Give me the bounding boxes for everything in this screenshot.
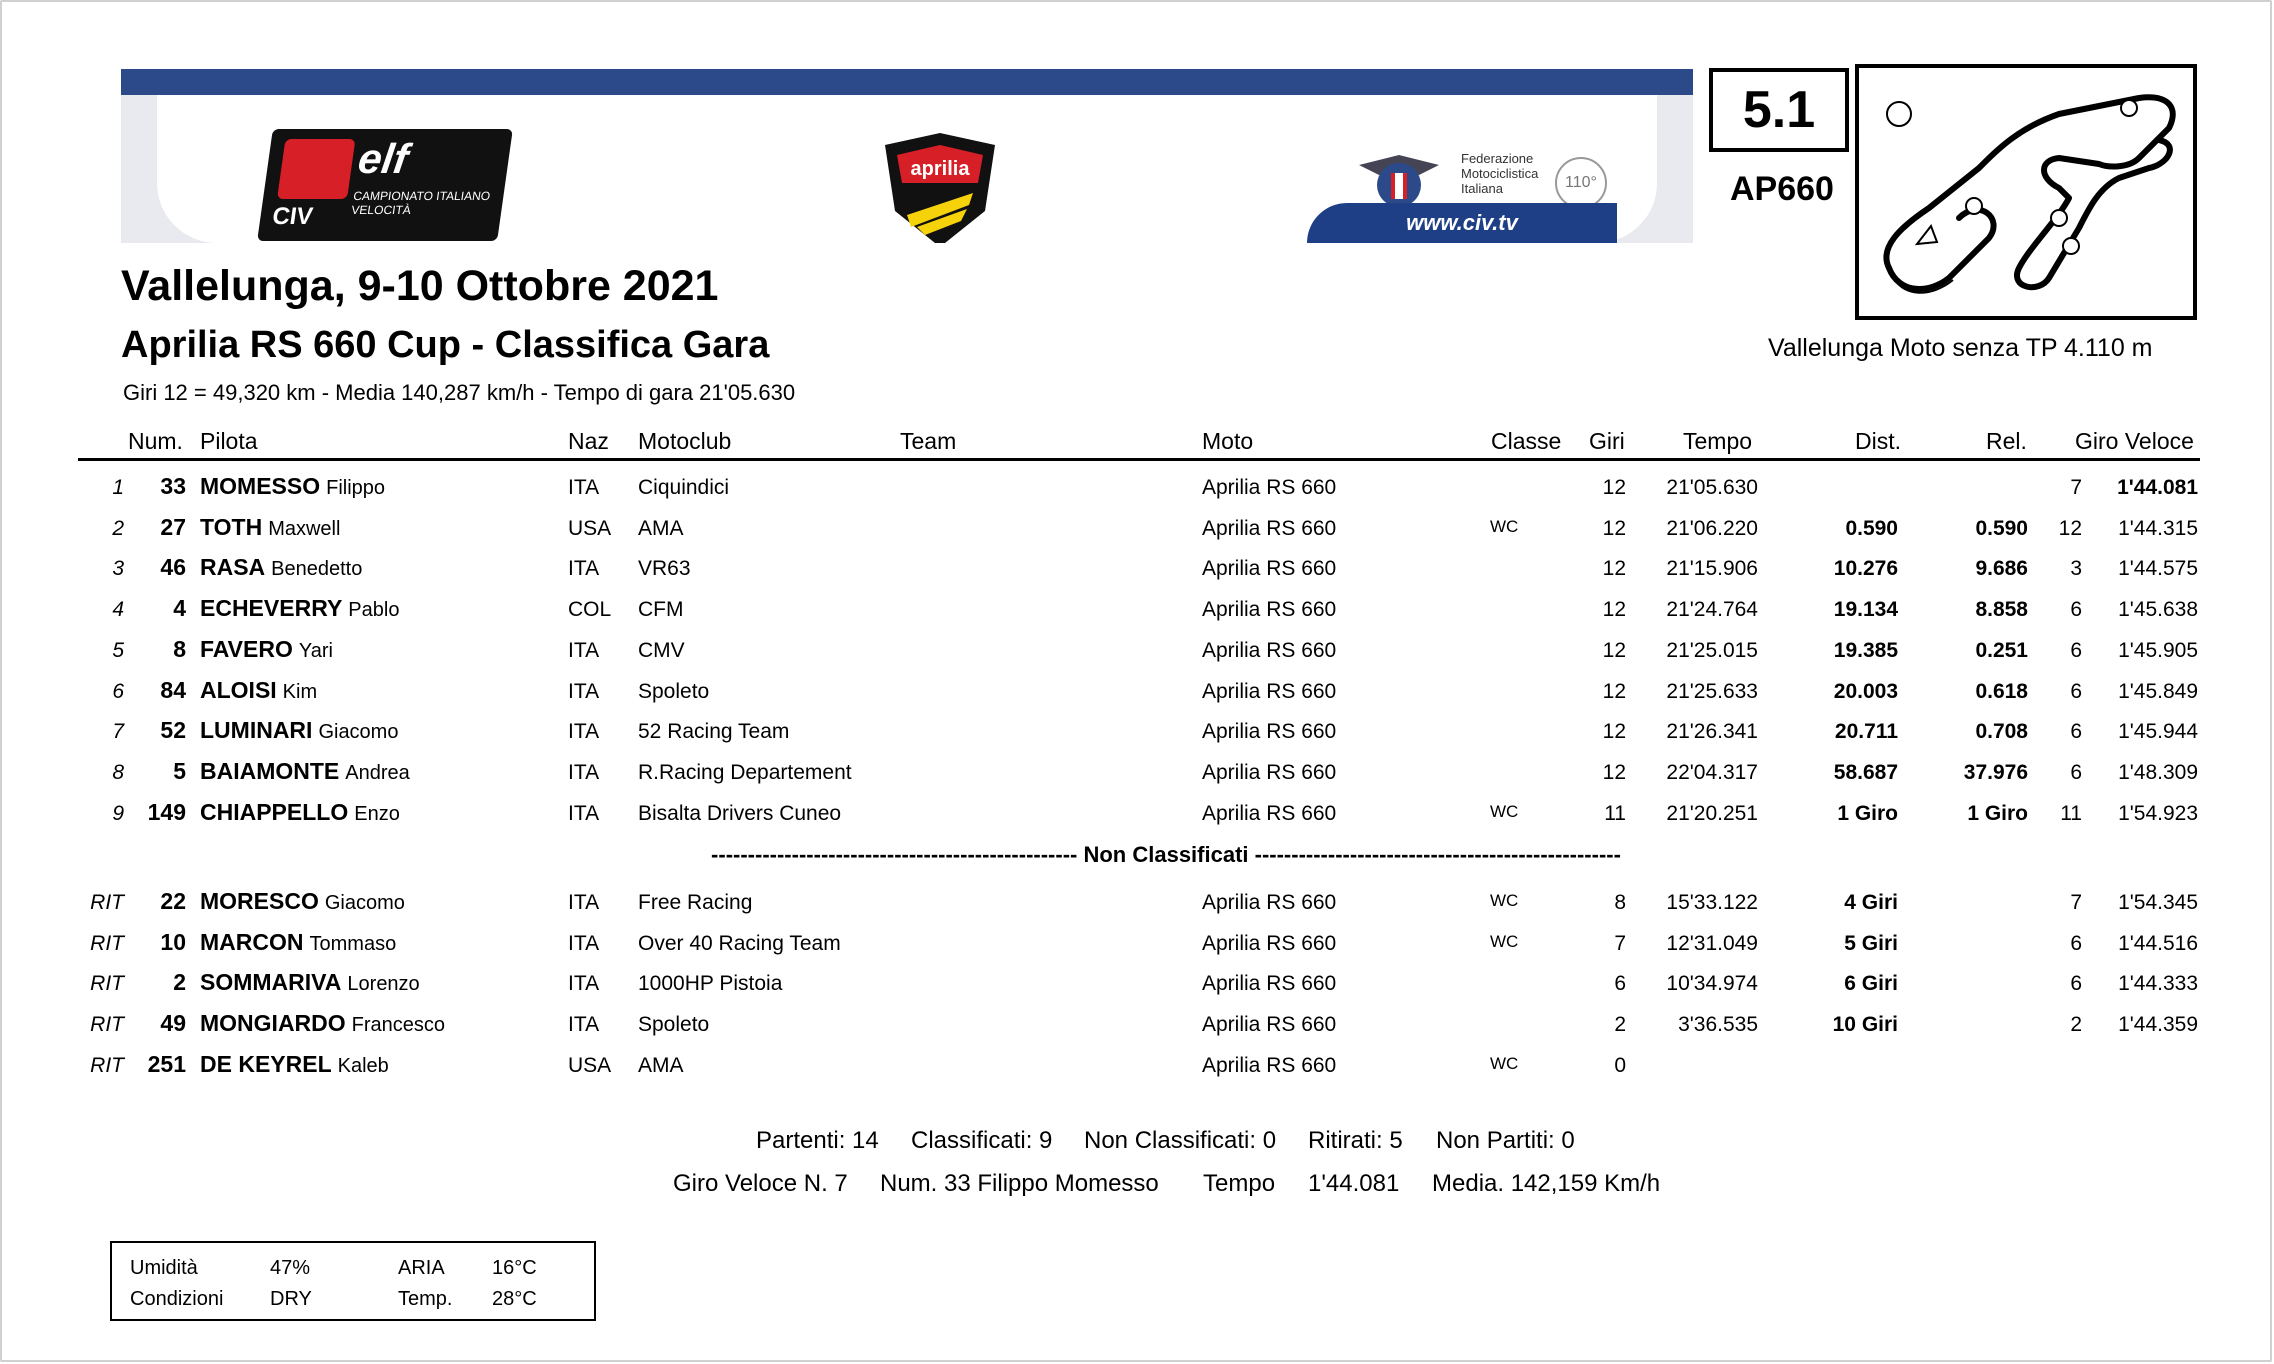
class-code: AP660 xyxy=(1730,170,1834,208)
civ-subtitle: CAMPIONATO ITALIANO VELOCITÀ xyxy=(350,189,492,217)
cell-giri: 0 xyxy=(1614,1053,1626,1077)
cell-dist: 4 Giri xyxy=(1844,891,1898,914)
cell-best-lap: 12 xyxy=(2058,516,2082,540)
cell-best-time: 1'44.081 xyxy=(2117,476,2198,499)
banner-top-strip xyxy=(121,69,1693,95)
track-map xyxy=(1855,64,2197,320)
track-temp-label: Temp. xyxy=(398,1288,453,1310)
cell-moto: Aprilia RS 660 xyxy=(1202,972,1337,996)
cell-moto: Aprilia RS 660 xyxy=(1202,598,1337,622)
cell-motoclub: Spoleto xyxy=(638,679,710,703)
header-moto: Moto xyxy=(1202,428,1254,454)
header-classe: Classe xyxy=(1491,428,1561,454)
cell-rel: 8.858 xyxy=(1975,598,2028,622)
cell-tempo: 21'05.630 xyxy=(1666,476,1758,499)
fastest-lap-time: 1'44.081 xyxy=(1308,1170,1400,1197)
rider-surname: BAIAMONTE xyxy=(200,757,340,784)
cell-naz: ITA xyxy=(568,972,600,996)
rider-surname: CHIAPPELLO xyxy=(200,798,349,825)
cell-pilota xyxy=(200,554,362,581)
cell-motoclub: Ciquindici xyxy=(638,476,730,499)
cell-dist: 19.134 xyxy=(1833,598,1898,622)
cell-pos: 7 xyxy=(112,720,124,744)
cell-pilota xyxy=(200,473,385,500)
cell-best-lap: 6 xyxy=(2070,598,2082,622)
cell-moto: Aprilia RS 660 xyxy=(1202,516,1337,540)
aprilia-shield-logo xyxy=(877,131,1003,243)
header-tempo: Tempo xyxy=(1683,428,1753,454)
cell-naz: ITA xyxy=(568,476,600,499)
cell-motoclub: CFM xyxy=(638,598,684,622)
cell-naz: ITA xyxy=(568,931,600,955)
cell-classe: WC xyxy=(1490,931,1519,951)
cell-moto: Aprilia RS 660 xyxy=(1202,679,1337,703)
cell-tempo: 12'31.049 xyxy=(1666,931,1758,955)
italy-map-icon xyxy=(277,139,355,199)
cell-naz: ITA xyxy=(568,557,600,581)
cell-tempo: 22'04.317 xyxy=(1666,760,1758,784)
air-label: ARIA xyxy=(398,1257,445,1279)
header-rel: Rel. xyxy=(1986,428,2027,454)
cell-motoclub: CMV xyxy=(638,638,685,662)
cell-num: 8 xyxy=(173,635,186,662)
cell-naz: COL xyxy=(568,598,612,622)
cell-rel: 1 Giro xyxy=(1967,801,2028,825)
cell-naz: ITA xyxy=(568,891,600,914)
cell-best-time: 1'44.575 xyxy=(2118,557,2198,581)
summary-ritirati: Ritirati: 5 xyxy=(1308,1127,1403,1154)
rider-surname: FAVERO xyxy=(200,635,293,662)
cell-pilota xyxy=(200,514,340,541)
elf-civ-logo xyxy=(257,129,513,241)
cell-moto: Aprilia RS 660 xyxy=(1202,476,1337,499)
cell-dist: 1 Giro xyxy=(1837,801,1898,825)
cell-tempo: 21'15.906 xyxy=(1666,557,1758,581)
rider-surname: TOTH xyxy=(200,513,263,540)
cell-num: 52 xyxy=(160,717,186,744)
header-giri: Giri xyxy=(1589,428,1625,454)
cell-dist: 10.276 xyxy=(1833,557,1898,581)
cell-best-lap: 6 xyxy=(2070,931,2082,955)
cell-tempo: 21'06.220 xyxy=(1666,516,1758,540)
cell-classe: WC xyxy=(1490,891,1519,910)
cell-pilota xyxy=(200,758,410,785)
humidity-label: Umidità xyxy=(130,1257,198,1279)
cell-pilota xyxy=(200,595,399,622)
rider-surname: LUMINARI xyxy=(200,717,313,744)
fmi-anniversary-badge: 110° xyxy=(1555,157,1607,209)
rider-surname: MONGIARDO xyxy=(200,1010,346,1037)
cell-pilota xyxy=(200,799,400,826)
event-title: Vallelunga, 9-10 Ottobre 2021 xyxy=(121,262,719,310)
fastest-lap-rider: Num. 33 Filippo Momesso xyxy=(880,1170,1159,1197)
rider-given-name: Pablo xyxy=(348,599,400,622)
track-temp-value: 28°C xyxy=(492,1288,537,1310)
cell-num: 2 xyxy=(173,969,186,996)
cell-num: 27 xyxy=(160,513,186,540)
cell-pilota xyxy=(200,717,398,744)
table-row xyxy=(0,888,2274,922)
cell-num: 33 xyxy=(160,473,186,499)
cell-num: 4 xyxy=(173,595,186,622)
cell-rel: 9.686 xyxy=(1975,557,2028,581)
track-layout-icon xyxy=(1859,68,2193,316)
rider-surname: MOMESSO xyxy=(200,473,321,499)
header-banner xyxy=(121,69,1693,243)
cell-motoclub: 52 Racing Team xyxy=(638,720,790,744)
cell-moto: Aprilia RS 660 xyxy=(1202,557,1337,581)
rider-surname: DE KEYREL xyxy=(200,1050,332,1077)
non-classified-separator: -------------------------------------------------- Non Classificati -------------------------------------------------- xyxy=(711,842,1621,867)
cell-motoclub: R.Racing Departement xyxy=(638,760,852,784)
rider-given-name: Francesco xyxy=(351,1014,446,1037)
cell-moto: Aprilia RS 660 xyxy=(1202,931,1337,955)
cell-naz: ITA xyxy=(568,1013,600,1037)
cell-rel: 37.976 xyxy=(1963,760,2028,784)
cell-num: 10 xyxy=(160,928,186,955)
fastest-lap-number: Giro Veloce N. 7 xyxy=(673,1170,848,1197)
cell-rel: 0.618 xyxy=(1975,679,2028,703)
cell-rel: 0.708 xyxy=(1975,720,2028,744)
rider-given-name: Giacomo xyxy=(318,721,399,744)
cell-motoclub: Over 40 Racing Team xyxy=(638,931,841,955)
cell-pos: RIT xyxy=(90,1053,124,1077)
cell-best-lap: 11 xyxy=(2060,801,2082,825)
rider-given-name: Andrea xyxy=(345,761,410,784)
cell-moto: Aprilia RS 660 xyxy=(1202,1013,1337,1037)
cell-best-time: 1'54.345 xyxy=(2118,891,2198,914)
cell-num: 84 xyxy=(160,676,186,703)
cell-best-lap: 3 xyxy=(2070,557,2082,581)
cell-pos: 6 xyxy=(112,679,124,703)
cell-best-lap: 6 xyxy=(2070,679,2082,703)
cell-best-time: 1'44.333 xyxy=(2118,972,2198,996)
cell-naz: ITA xyxy=(568,760,600,784)
cell-tempo: 10'34.974 xyxy=(1666,972,1758,996)
cell-naz: USA xyxy=(568,1053,612,1077)
summary-non-partiti: Non Partiti: 0 xyxy=(1436,1127,1575,1154)
cell-best-time: 1'45.638 xyxy=(2118,598,2198,622)
cell-giri: 7 xyxy=(1614,931,1626,955)
rider-given-name: Giacomo xyxy=(324,892,405,914)
cell-best-lap: 7 xyxy=(2070,891,2082,914)
cell-best-lap: 6 xyxy=(2070,972,2082,996)
cell-num: 46 xyxy=(160,554,186,581)
air-value: 16°C xyxy=(492,1257,537,1279)
cell-giri: 12 xyxy=(1602,557,1626,581)
rider-surname: MARCON xyxy=(200,928,304,955)
cell-num: 22 xyxy=(160,888,186,914)
cell-rel: 0.251 xyxy=(1975,638,2028,662)
cell-tempo: 21'24.764 xyxy=(1666,598,1758,622)
rider-given-name: Yari xyxy=(298,639,333,662)
header-num: Num. xyxy=(128,428,183,454)
cell-pos: 9 xyxy=(112,801,124,825)
table-row xyxy=(0,1010,2274,1044)
elf-brand: elf xyxy=(355,135,412,182)
table-row xyxy=(0,677,2274,711)
cell-best-lap: 7 xyxy=(2070,476,2082,499)
table-row xyxy=(0,473,2274,507)
cell-naz: ITA xyxy=(568,801,600,825)
cell-moto: Aprilia RS 660 xyxy=(1202,801,1337,825)
track-name: Vallelunga Moto senza TP 4.110 m xyxy=(1768,334,2153,362)
civ-label: CIV xyxy=(270,203,315,230)
cell-best-time: 1'45.905 xyxy=(2118,638,2198,662)
race-subtitle: Aprilia RS 660 Cup - Classifica Gara xyxy=(121,324,770,366)
cell-motoclub: VR63 xyxy=(638,557,691,581)
table-row xyxy=(0,717,2274,751)
cell-classe: WC xyxy=(1490,1053,1519,1073)
cell-giri: 12 xyxy=(1602,476,1626,499)
cell-dist: 10 Giri xyxy=(1832,1013,1898,1037)
cell-best-time: 1'44.315 xyxy=(2118,516,2198,540)
cell-tempo: 15'33.122 xyxy=(1666,891,1758,914)
rider-given-name: Lorenzo xyxy=(347,973,420,996)
header-pilota: Pilota xyxy=(200,428,258,454)
cell-dist: 0.590 xyxy=(1845,516,1898,540)
table-row xyxy=(0,514,2274,548)
cell-best-lap: 6 xyxy=(2070,638,2082,662)
rider-surname: MORESCO xyxy=(200,888,319,914)
summary-partenti: Partenti: 14 xyxy=(756,1127,879,1154)
cell-naz: ITA xyxy=(568,720,600,744)
cell-dist: 58.687 xyxy=(1833,760,1898,784)
cell-pilota xyxy=(200,929,396,956)
cell-moto: Aprilia RS 660 xyxy=(1202,760,1337,784)
cell-giri: 2 xyxy=(1614,1013,1626,1037)
cell-giri: 12 xyxy=(1602,679,1626,703)
cell-moto: Aprilia RS 660 xyxy=(1202,720,1337,744)
rider-given-name: Kaleb xyxy=(337,1054,389,1077)
conditions-value: DRY xyxy=(270,1288,312,1310)
cell-best-lap: 2 xyxy=(2070,1013,2082,1037)
cell-best-time: 1'48.309 xyxy=(2118,760,2198,784)
cell-best-time: 1'44.359 xyxy=(2118,1013,2198,1037)
cell-best-time: 1'45.849 xyxy=(2118,679,2198,703)
cell-giri: 12 xyxy=(1602,760,1626,784)
cell-giri: 12 xyxy=(1602,638,1626,662)
cell-best-lap: 6 xyxy=(2070,720,2082,744)
cell-motoclub: Bisalta Drivers Cuneo xyxy=(638,801,842,825)
cell-tempo: 21'20.251 xyxy=(1666,801,1758,825)
table-row xyxy=(0,595,2274,629)
cell-motoclub: AMA xyxy=(638,516,684,540)
cell-dist: 5 Giri xyxy=(1844,931,1898,955)
rider-surname: ECHEVERRY xyxy=(200,595,343,622)
rider-surname: SOMMARIVA xyxy=(200,969,342,996)
rider-surname: ALOISI xyxy=(200,676,277,703)
cell-best-time: 1'45.944 xyxy=(2118,720,2198,744)
cell-pos: 8 xyxy=(112,760,124,784)
summary-classificati: Classificati: 9 xyxy=(911,1127,1053,1154)
cell-best-time: 1'54.923 xyxy=(2118,801,2198,825)
header-giro-veloce: Giro Veloce xyxy=(2075,428,2194,454)
table-row xyxy=(0,758,2274,792)
fmi-text: Federazione Motociclistica Italiana xyxy=(1461,151,1539,196)
cell-classe: WC xyxy=(1490,801,1519,821)
cell-pilota xyxy=(200,636,333,663)
cell-pos: RIT xyxy=(90,1013,124,1037)
header-team: Team xyxy=(900,428,957,454)
rider-given-name: Filippo xyxy=(326,477,386,499)
rider-given-name: Kim xyxy=(282,680,318,703)
cell-pilota xyxy=(200,1051,389,1078)
rider-given-name: Tommaso xyxy=(309,932,397,955)
cell-tempo: 21'26.341 xyxy=(1666,720,1758,744)
cell-best-time: 1'44.516 xyxy=(2118,931,2198,955)
table-row xyxy=(0,636,2274,670)
cell-giri: 8 xyxy=(1614,891,1626,914)
table-row xyxy=(0,969,2274,1003)
table-row xyxy=(0,554,2274,588)
aprilia-brand-text: aprilia xyxy=(910,158,970,180)
fastest-lap-media: Media. 142,159 Km/h xyxy=(1432,1170,1661,1197)
rider-given-name: Benedetto xyxy=(271,558,363,581)
cell-pilota xyxy=(200,888,405,915)
cell-naz: USA xyxy=(568,516,612,540)
cell-pos: 5 xyxy=(112,638,124,662)
cell-pos: RIT xyxy=(90,972,124,996)
cell-tempo: 21'25.633 xyxy=(1666,679,1758,703)
cell-num: 149 xyxy=(147,798,186,825)
rider-surname: RASA xyxy=(200,554,266,581)
cell-giri: 11 xyxy=(1604,801,1626,825)
cell-motoclub: AMA xyxy=(638,1053,684,1077)
rider-given-name: Maxwell xyxy=(268,517,341,540)
cell-pos: 2 xyxy=(112,516,124,540)
table-row xyxy=(0,929,2274,963)
cell-pos: RIT xyxy=(90,931,124,955)
cell-tempo: 3'36.535 xyxy=(1678,1013,1758,1037)
cell-giri: 6 xyxy=(1614,972,1626,996)
cell-tempo: 21'25.015 xyxy=(1666,638,1758,662)
weather-box xyxy=(110,1241,596,1321)
cell-pilota xyxy=(200,969,420,996)
conditions-label: Condizioni xyxy=(130,1288,224,1310)
cell-dist: 20.711 xyxy=(1834,720,1898,744)
race-info-line: Giri 12 = 49,320 km - Media 140,287 km/h - Tempo di gara 21'05.630 xyxy=(123,380,796,405)
rider-given-name: Enzo xyxy=(354,802,400,825)
cell-giri: 12 xyxy=(1602,720,1626,744)
header-dist: Dist. xyxy=(1855,428,1901,454)
cell-motoclub: Spoleto xyxy=(638,1013,710,1037)
cell-moto: Aprilia RS 660 xyxy=(1202,1053,1337,1077)
cell-dist: 19.385 xyxy=(1833,638,1898,662)
cell-best-lap: 6 xyxy=(2070,760,2082,784)
cell-motoclub: Free Racing xyxy=(638,891,753,914)
table-row xyxy=(0,799,2274,833)
header-divider xyxy=(78,458,2200,461)
cell-pos: 4 xyxy=(112,598,124,622)
humidity-value: 47% xyxy=(270,1257,311,1279)
fastest-lap-tempo-label: Tempo xyxy=(1203,1170,1276,1197)
cell-moto: Aprilia RS 660 xyxy=(1202,638,1337,662)
cell-naz: ITA xyxy=(568,638,600,662)
cell-giri: 12 xyxy=(1602,598,1626,622)
table-row xyxy=(0,1051,2274,1085)
cell-dist: 6 Giri xyxy=(1844,972,1898,996)
cell-num: 5 xyxy=(173,757,186,784)
cell-pos: 1 xyxy=(112,476,124,499)
website-link[interactable]: www.civ.tv xyxy=(1307,203,1617,243)
cell-giri: 12 xyxy=(1602,516,1626,540)
cell-pilota xyxy=(200,1010,445,1037)
cell-classe: WC xyxy=(1490,516,1519,536)
cell-pos: RIT xyxy=(90,891,124,914)
cell-num: 49 xyxy=(160,1010,186,1037)
summary-non-classificati: Non Classificati: 0 xyxy=(1084,1127,1277,1154)
header-motoclub: Motoclub xyxy=(638,428,732,454)
cell-pilota xyxy=(200,677,317,704)
race-number: 5.1 xyxy=(1709,68,1849,152)
banner-inner xyxy=(157,95,1657,243)
cell-moto: Aprilia RS 660 xyxy=(1202,891,1337,914)
header-naz: Naz xyxy=(568,428,609,454)
cell-motoclub: 1000HP Pistoia xyxy=(638,972,783,996)
cell-rel: 0.590 xyxy=(1975,516,2028,540)
cell-num: 251 xyxy=(147,1050,186,1077)
cell-dist: 20.003 xyxy=(1833,679,1898,703)
cell-pos: 3 xyxy=(112,557,124,581)
cell-naz: ITA xyxy=(568,679,600,703)
